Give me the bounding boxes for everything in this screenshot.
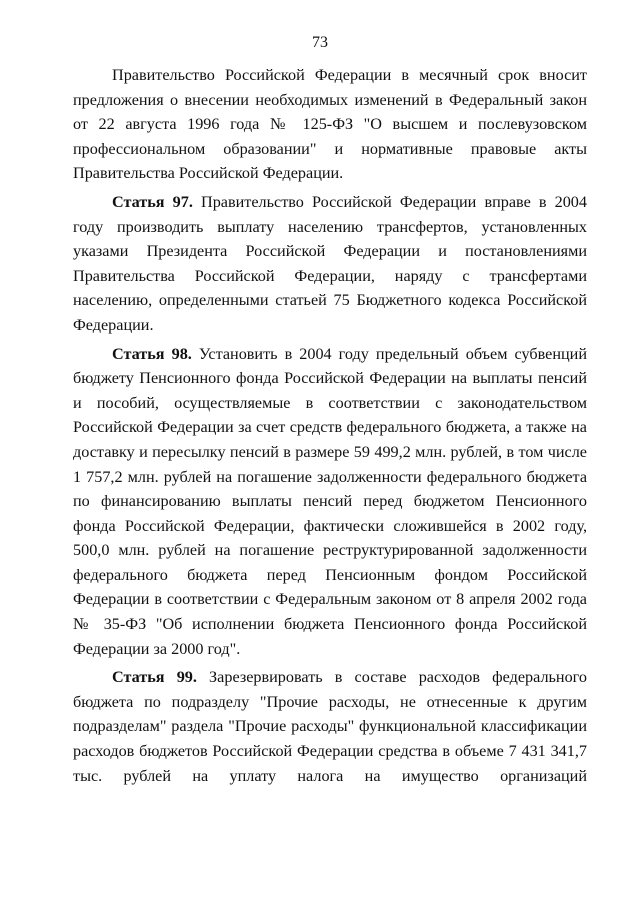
paragraph-government-proposals [73, 63, 587, 186]
paragraph-text: Правительство Российской Федерации в месячный срок вносит предложения о внесении необходимых изменений в Федеральный закон от 22 августа 1996 года № 125-ФЗ "О высшем и послевузовском профессиональном образовании" и нормативные правовые акты Правительства Российской Федерации. [73, 66, 587, 183]
article-98-label: Статья 98. [112, 344, 192, 363]
paragraph-article-98 [73, 342, 587, 662]
document-body [73, 63, 587, 792]
article-99-label: Статья 99. [112, 668, 197, 687]
page-number: 73 [312, 34, 328, 51]
paragraph-article-99 [73, 665, 587, 788]
article-98-text: Установить в 2004 году предельный объем субвенций бюджету Пенсионного фонда Российской Федерации на выплаты пенсий и пособий, осуществляемые в соответствии с законодательством Российской Федерации за счет средств федерального бюджета, а также на доставку и пересылку пенсий в размере 59 499,2 млн. рублей, в том числе 1 757,2 млн. рублей на погашение задолженности федерального бюджета по финансированию выплаты пенсий перед бюджетом Пенсионного фонда Российской Федерации, фактически сложившейся в 2002 году, 500,0 млн. рублей на погашение реструктурированной задолженности федерального бюджета перед Пенсионным фондом Российской Федерации в соответствии с Федеральным законом от 8 апреля 2002 года № 35-ФЗ "Об исполнении бюджета Пенсионного фонда Российской Федерации за 2000 год". [73, 344, 587, 658]
article-97-label: Статья 97. [112, 192, 193, 211]
article-97-text: Правительство Российской Федерации вправе в 2004 году производить выплату населению трансфертов, установленных указами Президента Российской Федерации и постановлениями Правительства Российской Федерации, наряду с трансфертами населению, определенными статьей 75 Бюджетного кодекса Российской Федерации. [73, 192, 587, 334]
article-99-text: Зарезервировать в составе расходов федерального бюджета по подразделу "Прочие расходы, не отнесенные к другим подразделам" раздела "Прочие расходы" функциональной классификации расходов бюджетов Российской Федерации средства в объеме 7 431 341,7 тыс. рублей на уплату налога на имущество организаций [73, 668, 587, 785]
paragraph-article-97 [73, 190, 587, 338]
